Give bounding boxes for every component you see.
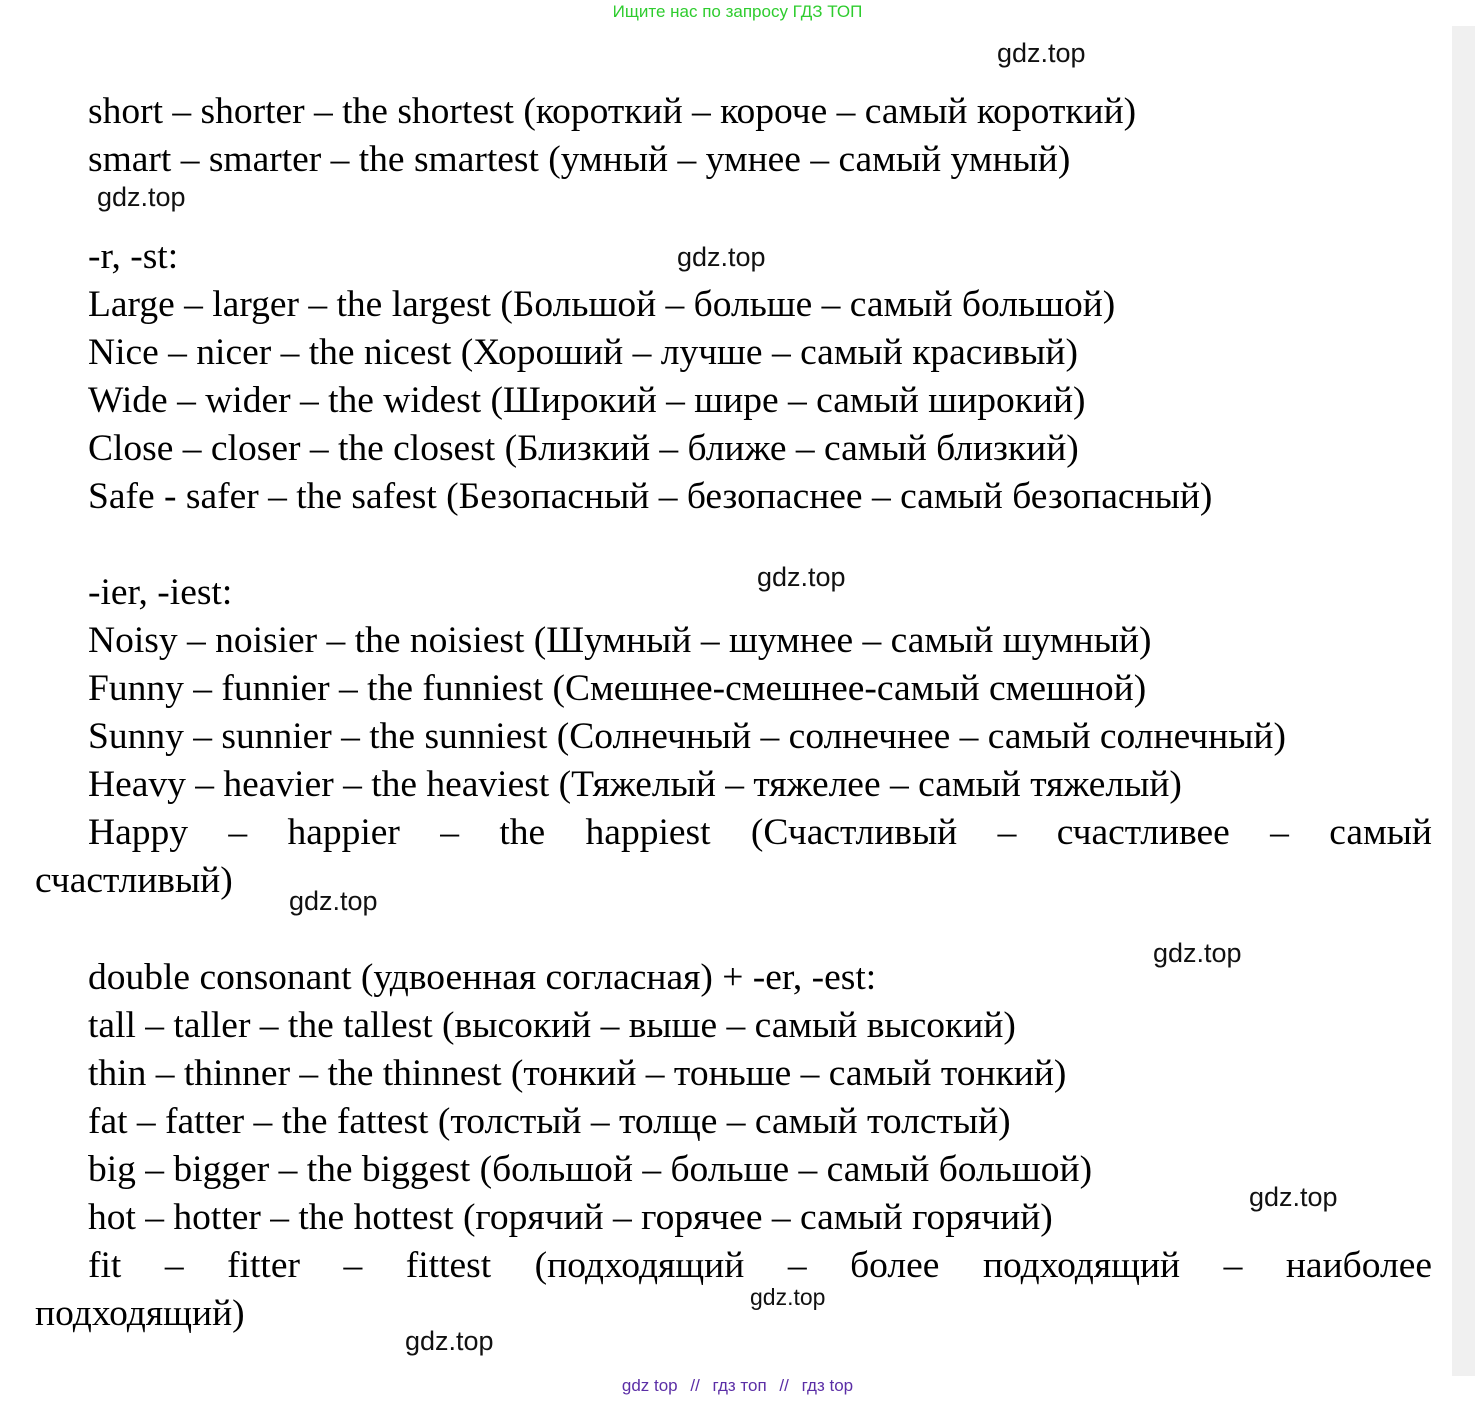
watermark: gdz.top xyxy=(289,886,378,916)
watermark: gdz.top xyxy=(750,1284,826,1310)
footer-separator: // xyxy=(779,1376,789,1395)
text-line: Heavy – heavier – the heaviest (Тяжелый – тяжелее – самый тяжелый) xyxy=(88,764,1182,805)
scrollbar[interactable] xyxy=(1452,26,1475,1376)
footer-link-gdz-top[interactable]: gdz top xyxy=(621,1376,678,1395)
text-line: thin – thinner – the thinnest (тонкий – тоньше – самый тонкий) xyxy=(88,1053,1067,1094)
watermark: gdz.top xyxy=(677,242,766,272)
text-line-continuation: счастливый) xyxy=(35,860,233,901)
text-line: Safe - safer – the safest (Безопасный – безопаснее – самый безопасный) xyxy=(88,476,1213,517)
text-line-continuation: подходящий) xyxy=(35,1293,245,1334)
text-line: short – shorter – the shortest (короткий – короче – самый короткий) xyxy=(88,91,1137,132)
watermark: gdz.top xyxy=(997,38,1086,68)
text-line: Close – closer – the closest (Близкий – ближе – самый близкий) xyxy=(88,428,1079,469)
text-line: Nice – nicer – the nicest (Хороший – лучше – самый красивый) xyxy=(88,332,1078,373)
section-heading: -r, -st: xyxy=(88,236,179,277)
watermark: gdz.top xyxy=(1153,938,1242,968)
text-line: Sunny – sunnier – the sunniest (Солнечный – солнечнее – самый солнечный) xyxy=(88,716,1286,757)
footer-separator: // xyxy=(690,1376,700,1395)
text-line: fat – fatter – the fattest (толстый – толще – самый толстый) xyxy=(88,1101,1011,1142)
section-heading: double consonant (удвоенная согласная) + -er, -est: xyxy=(88,957,877,998)
text-line: hot – hotter – the hottest (горячий – горячее – самый горячий) xyxy=(88,1197,1053,1238)
watermark: gdz.top xyxy=(757,562,846,592)
text-line: Funny – funnier – the funniest (Смешнее-смешнее-самый смешной) xyxy=(88,668,1147,709)
text-line: Noisy – noisier – the noisiest (Шумный – шумнее – самый шумный) xyxy=(88,620,1152,661)
watermark: gdz.top xyxy=(405,1326,494,1356)
footer-link-gdz-top-mixed[interactable]: гдз top xyxy=(801,1376,854,1395)
text-line: smart – smarter – the smartest (умный – умнее – самый умный) xyxy=(88,139,1071,180)
text-line: tall – taller – the tallest (высокий – выше – самый высокий) xyxy=(88,1005,1016,1046)
watermark: gdz.top xyxy=(97,182,186,212)
section-heading: -ier, -iest: xyxy=(88,572,233,613)
footer-links xyxy=(0,1376,1475,1396)
text-line: Wide – wider – the widest (Широкий – шире – самый широкий) xyxy=(88,380,1086,421)
text-line: Large – larger – the largest (Большой – больше – самый большой) xyxy=(88,284,1116,325)
text-line: fit – fitter – fittest (подходящий – более подходящий – наиболее xyxy=(88,1245,1432,1286)
text-line: big – bigger – the biggest (большой – больше – самый большой) xyxy=(88,1149,1093,1190)
watermark: gdz.top xyxy=(1249,1182,1338,1212)
top-banner[interactable]: Ищите нас по запросу ГДЗ ТОП xyxy=(612,2,863,21)
footer-link-gdz-top-ru[interactable]: гдз топ xyxy=(712,1376,767,1395)
text-line: Happy – happier – the happiest (Счастливый – счастливее – самый xyxy=(88,812,1432,853)
